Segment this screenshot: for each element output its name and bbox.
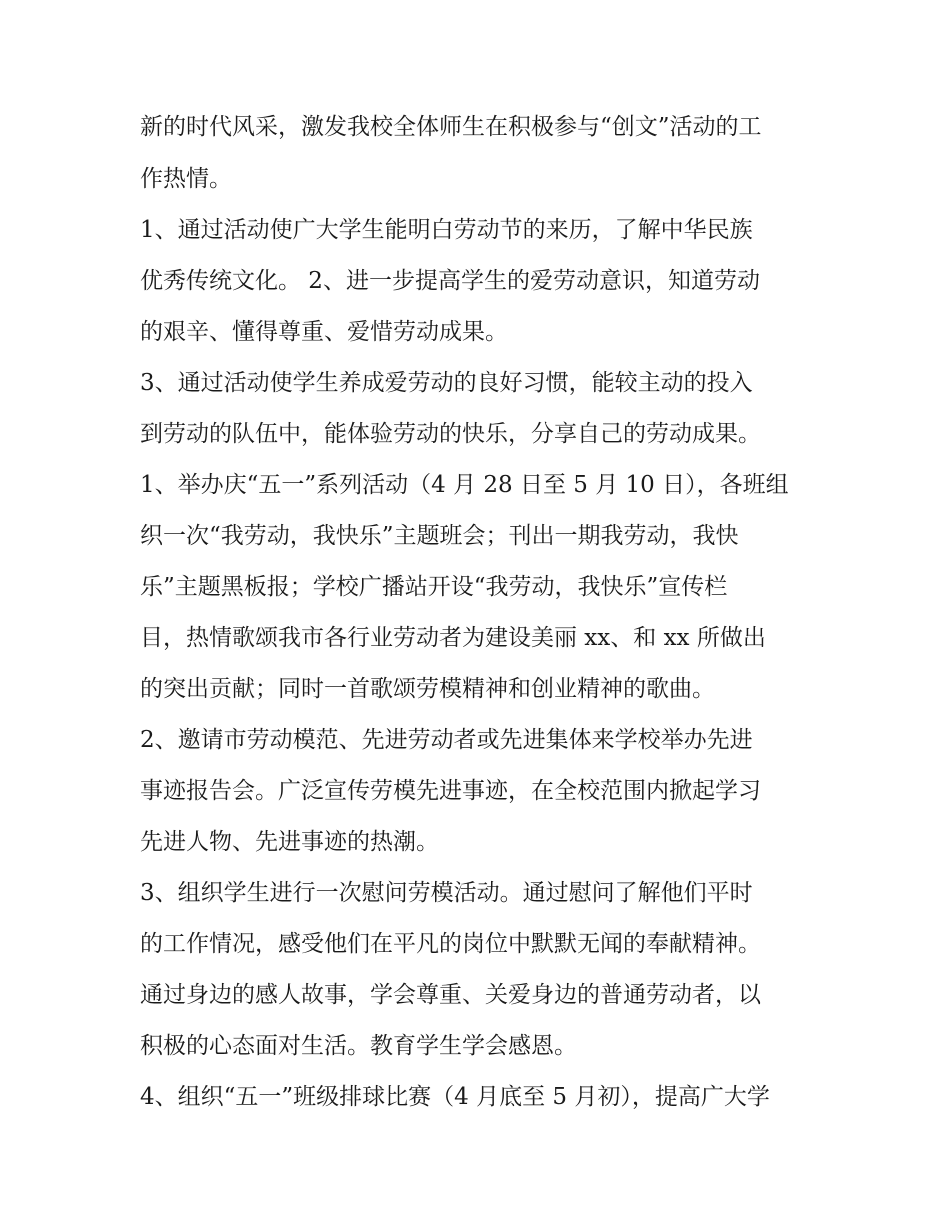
text-line: 1、通过活动使广大学生能明白劳动节的来历，了解中华民族 xyxy=(140,217,753,243)
text-line: 新的时代风采，激发我校全体师生在积极参与“创文”活动的工 xyxy=(140,114,762,140)
text-line: 事迹报告会。广泛宣传劳模先进事迹，在全校范围内掀起学习 xyxy=(140,778,761,804)
text-line: 4、组织“五一”班级排球比赛（4 月底至 5 月初），提高广大学 xyxy=(140,1084,770,1110)
text-line: 织一次“我劳动，我快乐”主题班会；刊出一期我劳动，我快 xyxy=(140,523,739,549)
text-line: 到劳动的队伍中，能体验劳动的快乐，分享自己的劳动成果。 xyxy=(140,421,761,447)
text-line: 的艰辛、懂得尊重、爱惜劳动成果。 xyxy=(140,319,508,345)
text-line: 目，热情歌颂我市各行业劳动者为建设美丽 xx、和 xx 所做出 xyxy=(140,625,766,651)
text-line: 3、组织学生进行一次慰问劳模活动。通过慰问了解他们平时 xyxy=(140,880,753,906)
text-line: 作热情。 xyxy=(140,166,232,192)
text-line: 积极的心态面对生活。教育学生学会感恩。 xyxy=(140,1033,577,1059)
text-line: 优秀传统文化。 2、进一步提高学生的爱劳动意识，知道劳动 xyxy=(140,268,760,294)
text-line: 乐”主题黑板报；学校广播站开设“我劳动，我快乐”宣传栏 xyxy=(140,574,728,600)
text-line: 的工作情况，感受他们在平凡的岗位中默默无闻的奉献精神。 xyxy=(140,931,761,957)
text-line: 3、通过活动使学生养成爱劳动的良好习惯，能较主动的投入 xyxy=(140,370,753,396)
text-line: 通过身边的感人故事，学会尊重、关爱身边的普通劳动者，以 xyxy=(140,982,761,1008)
text-line: 2、邀请市劳动模范、先进劳动者或先进集体来学校举办先进 xyxy=(140,727,753,753)
text-line: 的突出贡献；同时一首歌颂劳模精神和创业精神的歌曲。 xyxy=(140,676,715,702)
text-line: 先进人物、先进事迹的热潮。 xyxy=(140,829,439,855)
text-line: 1、举办庆“五一”系列活动（4 月 28 日至 5 月 10 日），各班组 xyxy=(140,472,789,498)
